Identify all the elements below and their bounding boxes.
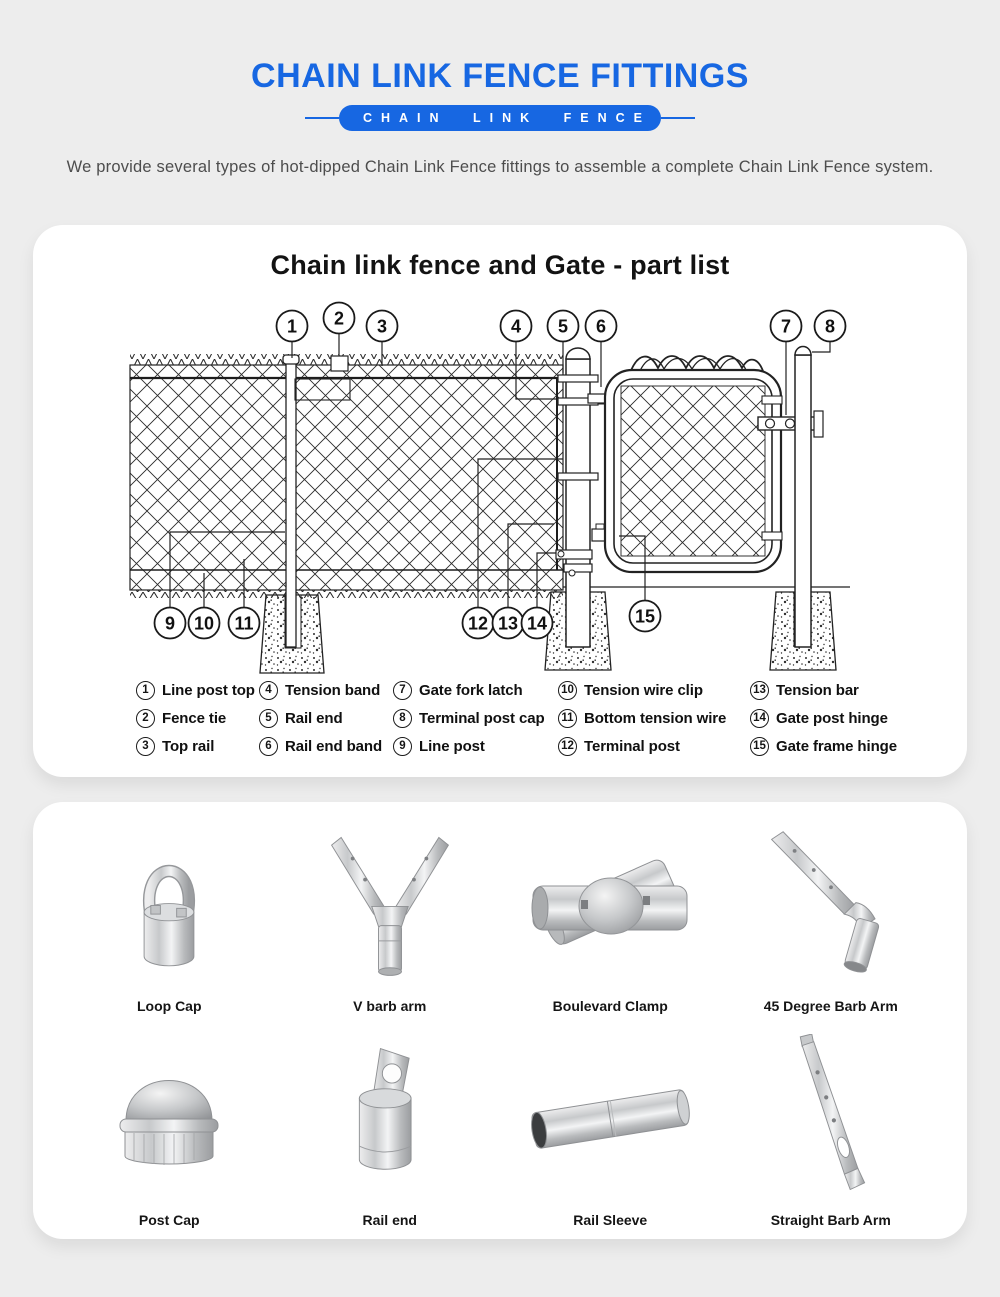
product-photo: [315, 816, 465, 994]
legend-label: Tension wire clip: [584, 681, 703, 699]
callout-10: 10: [193, 613, 215, 634]
callout-4: 4: [510, 316, 522, 337]
legend-num: 10: [558, 681, 577, 700]
legend-label: Terminal post cap: [419, 709, 545, 727]
legend-item: [393, 680, 545, 700]
straight-barb-arm-icon: [771, 1034, 891, 1202]
legend-column-2: [259, 680, 382, 764]
legend-column-4: [558, 680, 726, 764]
callout-14: 14: [526, 613, 548, 634]
callout-15: 15: [634, 606, 656, 627]
gate: [605, 356, 782, 572]
45-degree-barb-arm-icon: [761, 826, 901, 984]
loop-cap-icon: [114, 826, 224, 984]
callout-11: 11: [234, 613, 254, 634]
legend-label: Terminal post: [584, 737, 680, 755]
product-rail-end: [280, 1020, 501, 1234]
legend-num: 6: [259, 737, 278, 756]
callout-8: 8: [824, 316, 836, 337]
product-label: Rail end: [362, 1212, 417, 1228]
product-post-cap: [59, 1020, 280, 1234]
product-label: V barb arm: [353, 998, 427, 1014]
legend-item: [136, 680, 255, 700]
rail-end-icon: [330, 1039, 450, 1197]
legend-item: [558, 680, 726, 700]
legend-item: [259, 708, 382, 728]
callout-13: 13: [497, 613, 519, 634]
product-boulevard-clamp: [500, 816, 721, 1020]
ribbon-line-left: [305, 117, 339, 119]
ribbon-label: CHAIN LINK FENCE: [339, 105, 661, 131]
product-photo: [525, 816, 695, 994]
product-45-degree-barb-arm: [721, 816, 942, 1020]
post-cap-icon: [104, 1043, 234, 1193]
legend-label: Line post top: [162, 681, 255, 699]
product-loop-cap: [59, 816, 280, 1020]
callout-12: 12: [467, 613, 489, 634]
legend-label: Tension bar: [776, 681, 859, 699]
legend-column-1: [136, 680, 255, 764]
latch-post: [795, 347, 811, 648]
legend-num: 3: [136, 737, 155, 756]
legend-num: 11: [558, 709, 577, 728]
product-label: Rail Sleeve: [573, 1212, 648, 1228]
product-photo: [114, 816, 224, 994]
product-label: Loop Cap: [136, 998, 202, 1014]
v-barb-arm-icon: [315, 826, 465, 984]
legend-item: [136, 736, 255, 756]
products-grid: [33, 802, 967, 1234]
legend-num: 15: [750, 737, 769, 756]
boulevard-clamp-icon: [525, 830, 695, 980]
ribbon-line-right: [661, 117, 695, 119]
part-list-title: Chain link fence and Gate - part list: [270, 250, 730, 280]
legend-column-5: [750, 680, 897, 764]
products-card: [33, 802, 967, 1239]
page-title: CHAIN LINK FENCE FITTINGS: [251, 57, 749, 95]
product-photo: [771, 1028, 891, 1208]
product-label: 45 Degree Barb Arm: [763, 998, 898, 1014]
legend-label: Bottom tension wire: [584, 709, 727, 727]
callout-9: 9: [164, 613, 176, 634]
product-photo: [761, 816, 901, 994]
fence-gate-diagram: [33, 297, 967, 677]
legend-num: 8: [393, 709, 412, 728]
callout-3: 3: [376, 316, 388, 337]
legend-label: Rail end band: [285, 737, 383, 755]
legend-item: [558, 708, 726, 728]
legend-label: Tension band: [285, 681, 381, 699]
legend-item: [750, 736, 897, 756]
intro-text: We provide several types of hot-dipped Chain Link Fence fittings to assemble a complete Chain Link Fence system.: [66, 158, 934, 176]
callout-1: 1: [286, 316, 298, 337]
legend-num: 12: [558, 737, 577, 756]
legend-item: [136, 708, 255, 728]
product-label: Post Cap: [138, 1212, 200, 1228]
legend-label: Gate post hinge: [776, 709, 888, 727]
legend-item: [259, 680, 382, 700]
callout-5: 5: [557, 316, 569, 337]
rail-sleeve-icon: [523, 1051, 698, 1186]
callout-7: 7: [780, 316, 792, 337]
legend-label: Gate fork latch: [419, 681, 523, 699]
part-list-card: [33, 225, 967, 777]
legend-label: Fence tie: [162, 709, 227, 727]
line-post: [283, 355, 299, 647]
legend-label: Rail end: [285, 709, 343, 727]
legend-label: Gate frame hinge: [776, 737, 897, 755]
product-label: Straight Barb Arm: [770, 1212, 891, 1228]
product-straight-barb-arm: [721, 1020, 942, 1234]
ribbon: [0, 105, 1000, 131]
product-rail-sleeve: [500, 1020, 721, 1234]
legend-item: [750, 680, 897, 700]
product-photo: [523, 1028, 698, 1208]
legend-num: 4: [259, 681, 278, 700]
product-photo: [330, 1028, 450, 1208]
legend-num: 5: [259, 709, 278, 728]
legend-num: 14: [750, 709, 769, 728]
legend-item: [750, 708, 897, 728]
legend-item: [393, 736, 545, 756]
legend-column-3: [393, 680, 545, 764]
legend-label: Top rail: [162, 737, 215, 755]
product-label: Boulevard Clamp: [552, 998, 668, 1014]
legend-label: Line post: [419, 737, 485, 755]
product-photo: [104, 1028, 234, 1208]
product-v-barb-arm: [280, 816, 501, 1020]
callout-2: 2: [333, 308, 345, 329]
legend-num: 7: [393, 681, 412, 700]
legend-num: 13: [750, 681, 769, 700]
legend-num: 2: [136, 709, 155, 728]
fence-mesh-panel: [130, 354, 563, 598]
legend-item: [393, 708, 545, 728]
legend-item: [558, 736, 726, 756]
callout-6: 6: [595, 316, 607, 337]
legend-num: 9: [393, 737, 412, 756]
legend-num: 1: [136, 681, 155, 700]
legend-item: [259, 736, 382, 756]
